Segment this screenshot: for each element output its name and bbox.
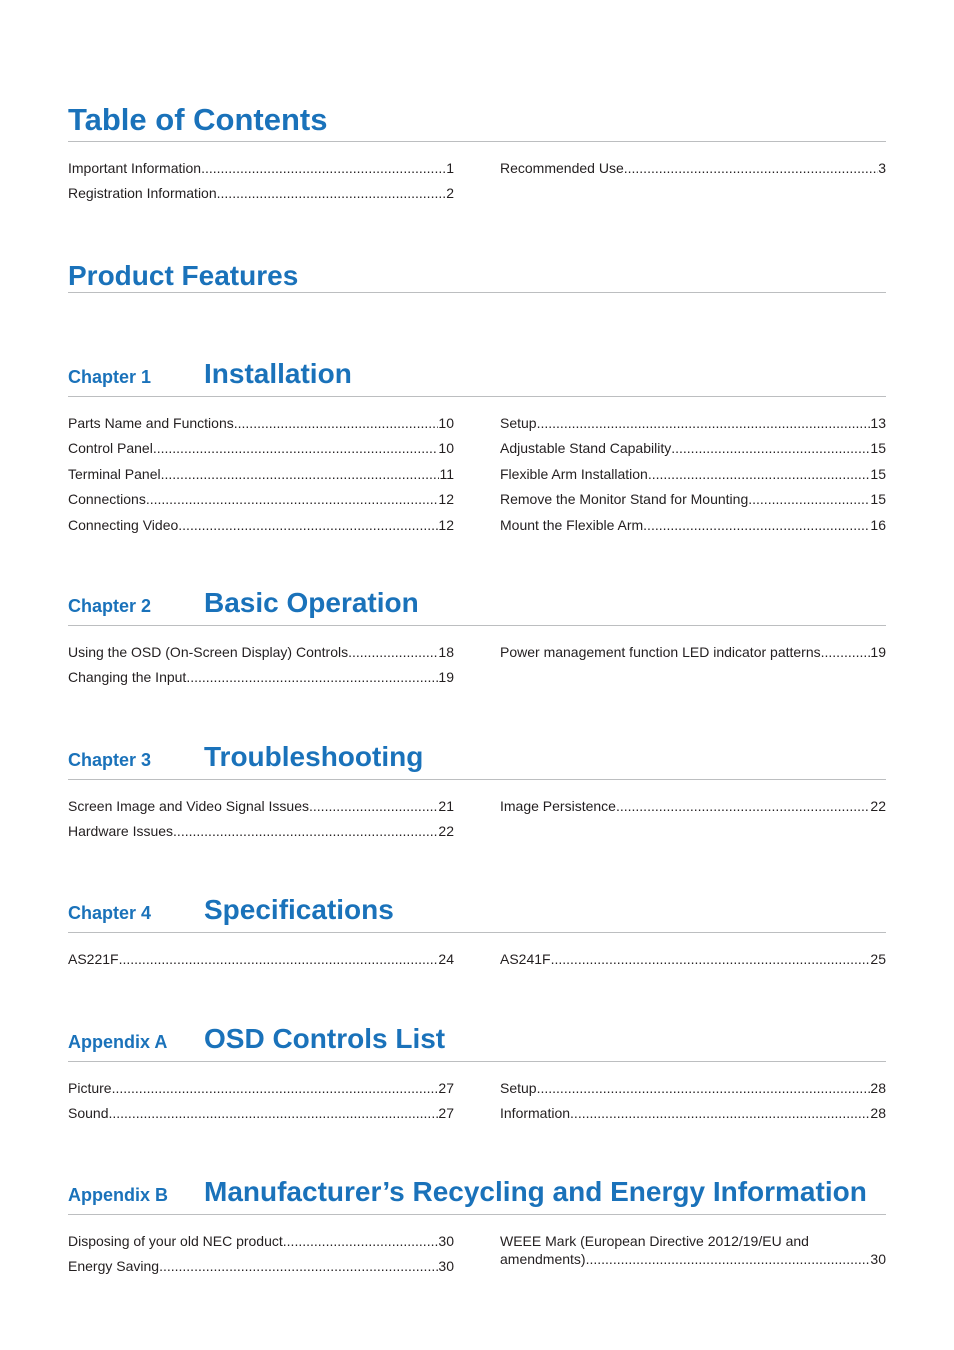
- chapter-divider: [68, 1061, 886, 1062]
- chapter-title[interactable]: Specifications: [204, 894, 394, 925]
- chapter-left-column: [68, 797, 454, 848]
- toc-entry[interactable]: Adjustable Stand Capability ..... 15: [500, 439, 886, 457]
- appendix-b-section: [68, 1168, 886, 1275]
- chapter-4-section: [68, 886, 886, 967]
- toc-entry[interactable]: Connecting Video ..... 12: [68, 516, 454, 534]
- chapter-label: Appendix B: [68, 1185, 169, 1205]
- toc-section: [68, 95, 886, 202]
- toc-entry[interactable]: AS221F ..... 24: [68, 950, 454, 968]
- chapter-right-column: [500, 797, 886, 822]
- chapter-label: Chapter 2: [68, 596, 152, 616]
- toc-entry[interactable]: Disposing of your old NEC product ..... 30: [68, 1232, 454, 1250]
- toc-entry[interactable]: Using the OSD (On-Screen Display) Controls ..... 18: [68, 643, 454, 661]
- toc-entry[interactable]: Screen Image and Video Signal Issues ..... 21: [68, 797, 454, 815]
- toc-entry[interactable]: Parts Name and Functions ..... 10: [68, 414, 454, 432]
- chapter-1-section: [68, 350, 886, 533]
- chapter-right-column: [500, 1232, 886, 1275]
- chapter-label: Chapter 3: [68, 750, 152, 770]
- chapter-divider: [68, 625, 886, 626]
- toc-entry[interactable]: Sound ..... 27: [68, 1104, 454, 1122]
- toc-entry[interactable]: Connections ..... 12: [68, 490, 454, 508]
- chapter-3-section: [68, 733, 886, 840]
- features-title[interactable]: Product Features: [68, 260, 299, 291]
- chapter-divider: [68, 932, 886, 933]
- chapter-2-section: [68, 579, 886, 686]
- toc-entry[interactable]: Power management function LED indicator patterns ..... 19: [500, 643, 886, 661]
- toc-entry[interactable]: Terminal Panel ..... 11: [68, 465, 454, 483]
- chapter-right-column: [500, 643, 886, 668]
- toc-entry[interactable]: Image Persistence ..... 22: [500, 797, 886, 815]
- chapter-right-column: [500, 950, 886, 975]
- toc-entry[interactable]: Changing the Input ..... 19: [68, 668, 454, 686]
- chapter-title[interactable]: OSD Controls List: [204, 1023, 446, 1054]
- chapter-divider: [68, 779, 886, 780]
- chapter-left-column: [68, 1079, 454, 1130]
- chapter-label: Chapter 4: [68, 903, 152, 923]
- chapter-left-column: [68, 950, 454, 975]
- toc-entry[interactable]: Hardware Issues ..... 22: [68, 822, 454, 840]
- toc-right-column: [500, 159, 886, 184]
- chapter-left-column: [68, 643, 454, 694]
- toc-divider: [68, 141, 886, 142]
- toc-entry[interactable]: Setup ..... 28: [500, 1079, 886, 1097]
- chapter-title[interactable]: Troubleshooting: [204, 741, 424, 772]
- chapter-label: Chapter 1: [68, 367, 152, 387]
- chapter-title[interactable]: Basic Operation: [204, 587, 419, 618]
- toc-entry[interactable]: Flexible Arm Installation ..... 15: [500, 465, 886, 483]
- toc-entry[interactable]: WEEE Mark (European Directive 2012/19/EU and amendments) ..... 30: [500, 1232, 886, 1268]
- toc-title: Table of Contents: [68, 102, 328, 137]
- toc-entry[interactable]: Setup ..... 13: [500, 414, 886, 432]
- chapter-title[interactable]: Installation: [204, 358, 352, 389]
- chapter-left-column: [68, 414, 454, 541]
- chapter-right-column: [500, 1079, 886, 1130]
- chapter-left-column: [68, 1232, 454, 1283]
- toc-entry[interactable]: Information ..... 28: [500, 1104, 886, 1122]
- toc-entry[interactable]: Energy Saving ..... 30: [68, 1257, 454, 1275]
- toc-entry[interactable]: Mount the Flexible Arm ..... 16: [500, 516, 886, 534]
- toc-entry[interactable]: AS241F ..... 25: [500, 950, 886, 968]
- chapter-divider: [68, 396, 886, 397]
- chapter-right-column: [500, 414, 886, 541]
- appendix-a-section: [68, 1015, 886, 1122]
- toc-left-column: [68, 159, 454, 210]
- toc-entry[interactable]: Recommended Use ..... 3: [500, 159, 886, 177]
- toc-entry[interactable]: Control Panel ..... 10: [68, 439, 454, 457]
- chapter-divider: [68, 1214, 886, 1215]
- toc-entry[interactable]: Registration Information ..... 2: [68, 184, 454, 202]
- toc-entry[interactable]: Remove the Monitor Stand for Mounting ..... 15: [500, 490, 886, 508]
- chapter-label: Appendix A: [68, 1032, 168, 1052]
- features-section: [68, 250, 886, 293]
- toc-entry[interactable]: Important Information ..... 1: [68, 159, 454, 177]
- chapter-title[interactable]: Manufacturer’s Recycling and Energy Information: [204, 1176, 867, 1207]
- features-divider: [68, 292, 886, 293]
- toc-entry[interactable]: Picture ..... 27: [68, 1079, 454, 1097]
